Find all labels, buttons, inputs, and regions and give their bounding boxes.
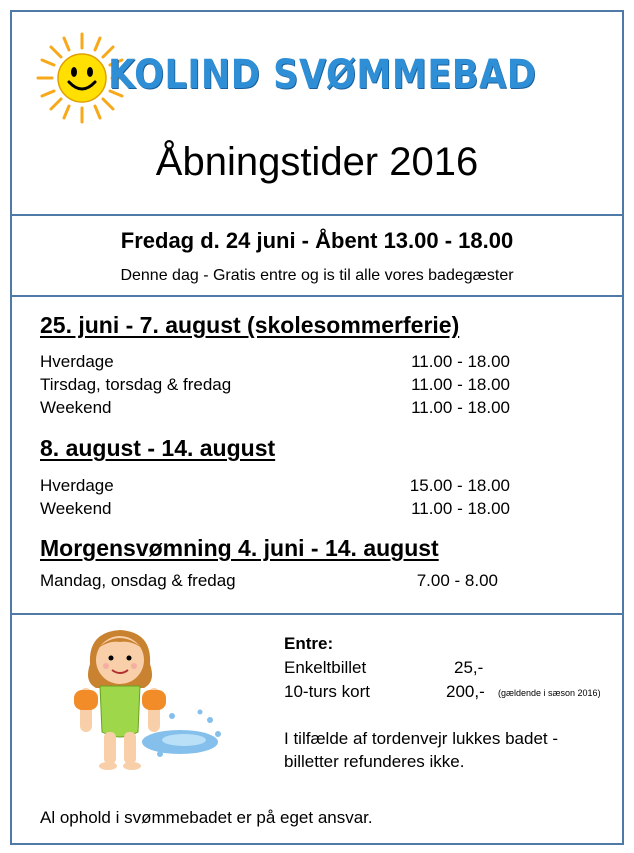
entre-heading: Entre:: [284, 634, 334, 653]
hours-row: [40, 571, 498, 593]
divider: [10, 295, 624, 297]
divider: [10, 613, 624, 615]
day-label: Tirsdag, torsdag & fredag: [40, 375, 232, 394]
weather-warning: billetter refunderes ikke.: [284, 752, 465, 771]
section-heading: 25. juni - 7. august (skolesommerferie): [40, 312, 460, 338]
day-label: Weekend: [40, 499, 112, 518]
divider: [10, 214, 624, 216]
price-row: [284, 682, 601, 702]
price-row: [284, 658, 484, 678]
ticket-price: 25,-: [454, 658, 484, 677]
day-label: Hverdage: [40, 476, 114, 495]
ticket-note: (gældende i sæson 2016): [498, 688, 601, 698]
hours-value: 15.00 - 18.00: [409, 476, 510, 495]
page-title: Åbningstider 2016: [155, 140, 479, 184]
weather-warning: I tilfælde af tordenvejr lukkes badet -: [284, 729, 559, 748]
hours-row: [40, 375, 510, 397]
hours-row: [40, 499, 510, 521]
ticket-price: 200,-: [446, 682, 485, 701]
hours-row: [40, 352, 510, 374]
section-heading: Morgensvømning 4. juni - 14. august: [40, 535, 439, 561]
hours-value: 11.00 - 18.00: [411, 398, 510, 417]
day-label: Mandag, onsdag & fredag: [40, 571, 236, 590]
hours-value: 7.00 - 8.00: [416, 571, 498, 590]
hours-value: 11.00 - 18.00: [411, 352, 510, 371]
day-label: Weekend: [40, 398, 112, 417]
hours-value: 11.00 - 18.00: [411, 499, 510, 518]
logo-text: KOLIND SVØMMEBAD: [108, 52, 537, 98]
hours-row: [40, 476, 510, 498]
special-day-note: Denne dag - Gratis entre og is til alle vores badegæster: [120, 267, 514, 284]
special-day-heading: Fredag d. 24 juni - Åbent 13.00 - 18.00: [120, 228, 514, 253]
hours-row: [40, 398, 510, 420]
girl-with-armbands-illustration: [60, 624, 230, 774]
disclaimer: Al ophold i svømmebadet er på eget ansvar.: [40, 808, 373, 827]
ticket-label: 10-turs kort: [284, 682, 370, 701]
section-heading: 8. august - 14. august: [40, 435, 276, 461]
day-label: Hverdage: [40, 352, 114, 371]
hours-value: 11.00 - 18.00: [411, 375, 510, 394]
ticket-label: Enkeltbillet: [284, 658, 367, 677]
